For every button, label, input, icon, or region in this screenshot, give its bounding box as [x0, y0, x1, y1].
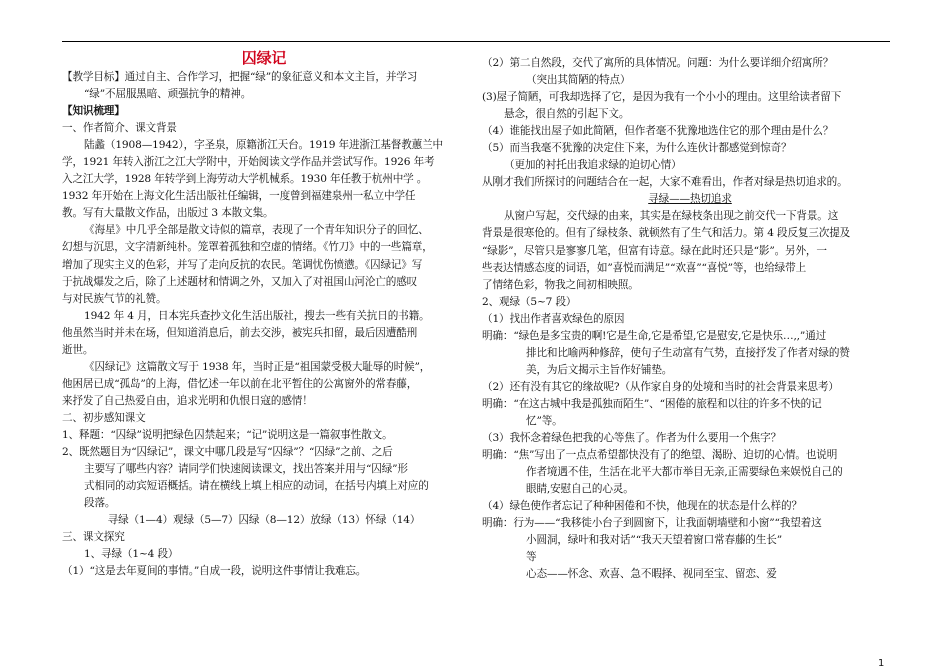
text-line: 寻绿——热切追求 [648, 193, 732, 206]
text-line: 了情绪色彩，物我之间初相映照。 [482, 278, 639, 291]
text-line: 心态——怀念、欢喜、急不暇择、视同至宝、留恋、爱 [526, 568, 777, 581]
text-line: 段落。 [84, 497, 116, 510]
text-line: 式相同的动宾短语概括。请在横线上填上相应的动词，在括号内填上对应的 [84, 480, 429, 493]
right-column [482, 55, 898, 583]
text-line: 明确：行为——“我移徙小台子到圆窗下，让我面朝墙壁和小窗”“我望着这 [482, 517, 822, 530]
text-line: 背景是很寒伧的。但有了绿枝条、就顿然有了生气和活力。第 4 段反复三次提及 [482, 227, 851, 240]
text-line: 于抗战爆发之后，除了上述题材和情调之外，又加入了对祖国山河沦亡的感叹 [62, 275, 418, 288]
text-line: 二、初步感知课文 [62, 411, 146, 424]
text-line: （2）还有没有其它的缘故呢?（从作家自身的处境和当时的社会背景来思考） [482, 380, 839, 393]
text-line: 1942 年 4 月，日本宪兵查抄文化生活出版社，搜去一些有关抗日的书籍。 [84, 309, 430, 322]
text-line: 2、既然题目为“囚绿记”，课文中哪几段是写“囚绿”？“囚绿”之前、之后 [62, 446, 393, 459]
text-line: 忆”等。 [526, 414, 563, 427]
text-line: （突出其简陋的特点） [526, 74, 631, 87]
text-line: 他困居已成“孤岛”的上海，借忆述一年以前在北平暂住的公寓窗外的常春藤， [62, 377, 418, 390]
text-line: (3)屋子简陋，可我却选择了它，是因为我有一个小小的理由。这里给读者留下 [482, 91, 842, 104]
left-column-body [62, 69, 466, 580]
text-line: 他虽然当时并未在场，但知道消息后，前去交涉，被宪兵扣留，最后因遭酷刑 [62, 326, 418, 339]
text-line: 【知识梳理】 [62, 105, 125, 118]
text-line: 明确：“绿色是多宝贵的啊!它是生命,它是希望,它是慰安,它是快乐…,,”通过 [482, 329, 827, 342]
text-line: （3）我怀念着绿色把我的心等焦了。作者为什么要用一个焦字？ [482, 432, 782, 445]
text-line: 等 [526, 551, 537, 564]
text-line: 1、释题：“囚绿”说明把绿色囚禁起来；“记”说明这是一篇叙事性散文。 [62, 428, 393, 441]
text-line: 排比和比喻两种修辞，使句子生动富有气势，直接抒发了作者对绿的赞 [526, 346, 850, 359]
text-line: 美，为后文揭示主旨作好铺垫。 [526, 363, 673, 376]
text-line: 陆蠡（1908—1942），字圣泉，原籍浙江天台。1919 年进浙江基督教蕙兰中 [84, 139, 443, 152]
text-line: 入之江大学，1928 年转学到上海劳动大学机械系。1930 年任教于杭州中学 。 [62, 173, 428, 186]
text-line: 1、寻绿（1~4 段） [84, 548, 179, 561]
text-line: 增加了现实主义的色彩，并写了走向反抗的农民。笔调忧伤愤懑。《囚绿记》写 [62, 258, 423, 271]
text-line: 《海星》中几乎全部是散文诗似的篇章，表现了一个青年知识分子的回忆、 [84, 224, 429, 237]
text-line: （5）而当我毫不犹豫的决定住下来，为什么连伙计都感觉到惊奇？ [482, 142, 792, 155]
text-line: 【教学目标】通过自主、合作学习，把握“绿”的象征意义和本文主旨，并学习 [62, 71, 418, 83]
text-line: （1）找出作者喜欢绿色的原因 [482, 312, 625, 325]
text-line: 主要写了哪些内容？请同学们快速阅读课文，找出答案并用与“囚绿”形 [84, 463, 408, 476]
text-line: 从窗户写起，交代绿的由来，其实是在绿枝条出现之前交代一下背景。这 [504, 210, 839, 223]
text-line: 悬念，很自然的引起下文。 [504, 108, 630, 121]
text-line: （4）谁能找出屋子如此简陋，但作者毫不犹豫地选住它的那个理由是什么？ [482, 125, 834, 138]
text-line: 明确：“在这古城中我是孤独而陌生”、“困倦的旅程和以往的许多不快的记 [482, 397, 822, 410]
text-line: （更加的衬托出我追求绿的迫切心情） [504, 159, 682, 172]
text-line: 学，1921 年转入浙江之江大学附中，开始阅读文学作品并尝试写作。1926 年考 [62, 156, 435, 169]
text-line: 逝世。 [62, 343, 94, 356]
text-line: 一、作者简介、课文背景 [62, 122, 177, 135]
text-line: 寻绿（1—4）观绿（5—7）囚绿（8—12）放绿（13）怀绿（14） [107, 514, 421, 527]
text-line: 2、观绿（5~7 段） [482, 295, 577, 308]
left-column [62, 47, 466, 580]
text-line: 眼睛,安慰自己的心灵。 [526, 483, 634, 496]
text-line: 些表达情感态度的词语，如”喜悦而满足”“欢喜”“喜悦”等，也给绿带上 [482, 261, 807, 274]
text-line: “绿”不屈服黑暗、顽强抗争的精神。 [84, 88, 252, 101]
page-number: 1 [878, 658, 885, 669]
text-line: 《囚绿记》这篇散文写于 1938 年，当时正是“祖国蒙受极大耻辱的时候”， [84, 360, 431, 373]
text-line: “绿影”，尽管只是寥寥几笔，但富有诗意。绿在此时还只是“影”。另外，一 [482, 244, 827, 257]
text-line: 幻想与沉思，文字清新纯朴。笼罩着孤独和空虚的情绪。《竹刀》中的一些篇章， [62, 241, 433, 254]
document-title: 囚绿记 [241, 49, 287, 67]
text-line: 教。写有大量散文作品，出版过 3 本散文集。 [62, 207, 274, 220]
text-line: 作者境遇不佳，生活在北平大都市举目无亲,正需要绿色来娱悦自己的 [526, 466, 843, 479]
text-line: 三、课文探究 [62, 531, 125, 544]
text-line: （1）“这是去年夏间的事情。”自成一段，说明这件事情让我难忘。 [62, 565, 367, 578]
top-rule [62, 41, 890, 42]
text-line: （2）第二自然段，交代了寓所的具体情况。问题：为什么要详细介绍寓所？ [482, 57, 834, 69]
text-line: 与对民族气节的礼赞。 [62, 292, 167, 305]
text-line: 1932 年开始在上海文化生活出版社任编辑，一度曾到福建泉州一私立中学任 [62, 190, 416, 203]
text-line: 从刚才我们所探讨的问题结合在一起，大家不难看出，作者对绿是热切追求的。 [482, 176, 848, 189]
right-column-body [482, 55, 898, 583]
text-line: 明确：“焦”写出了一点点希望都快没有了的绝望、渴盼、迫切的心情。也说明 [482, 449, 838, 462]
text-line: 来抒发了自己热爱自由，追求光明和仇恨日寇的感情！ [62, 394, 313, 407]
text-line: 小圆洞，绿叶和我对话”“我天天望着窗口常春藤的生长” [526, 534, 783, 547]
text-line: （4）绿色使作者忘记了种种困倦和不快，他现在的状态是什么样的？ [482, 500, 802, 513]
